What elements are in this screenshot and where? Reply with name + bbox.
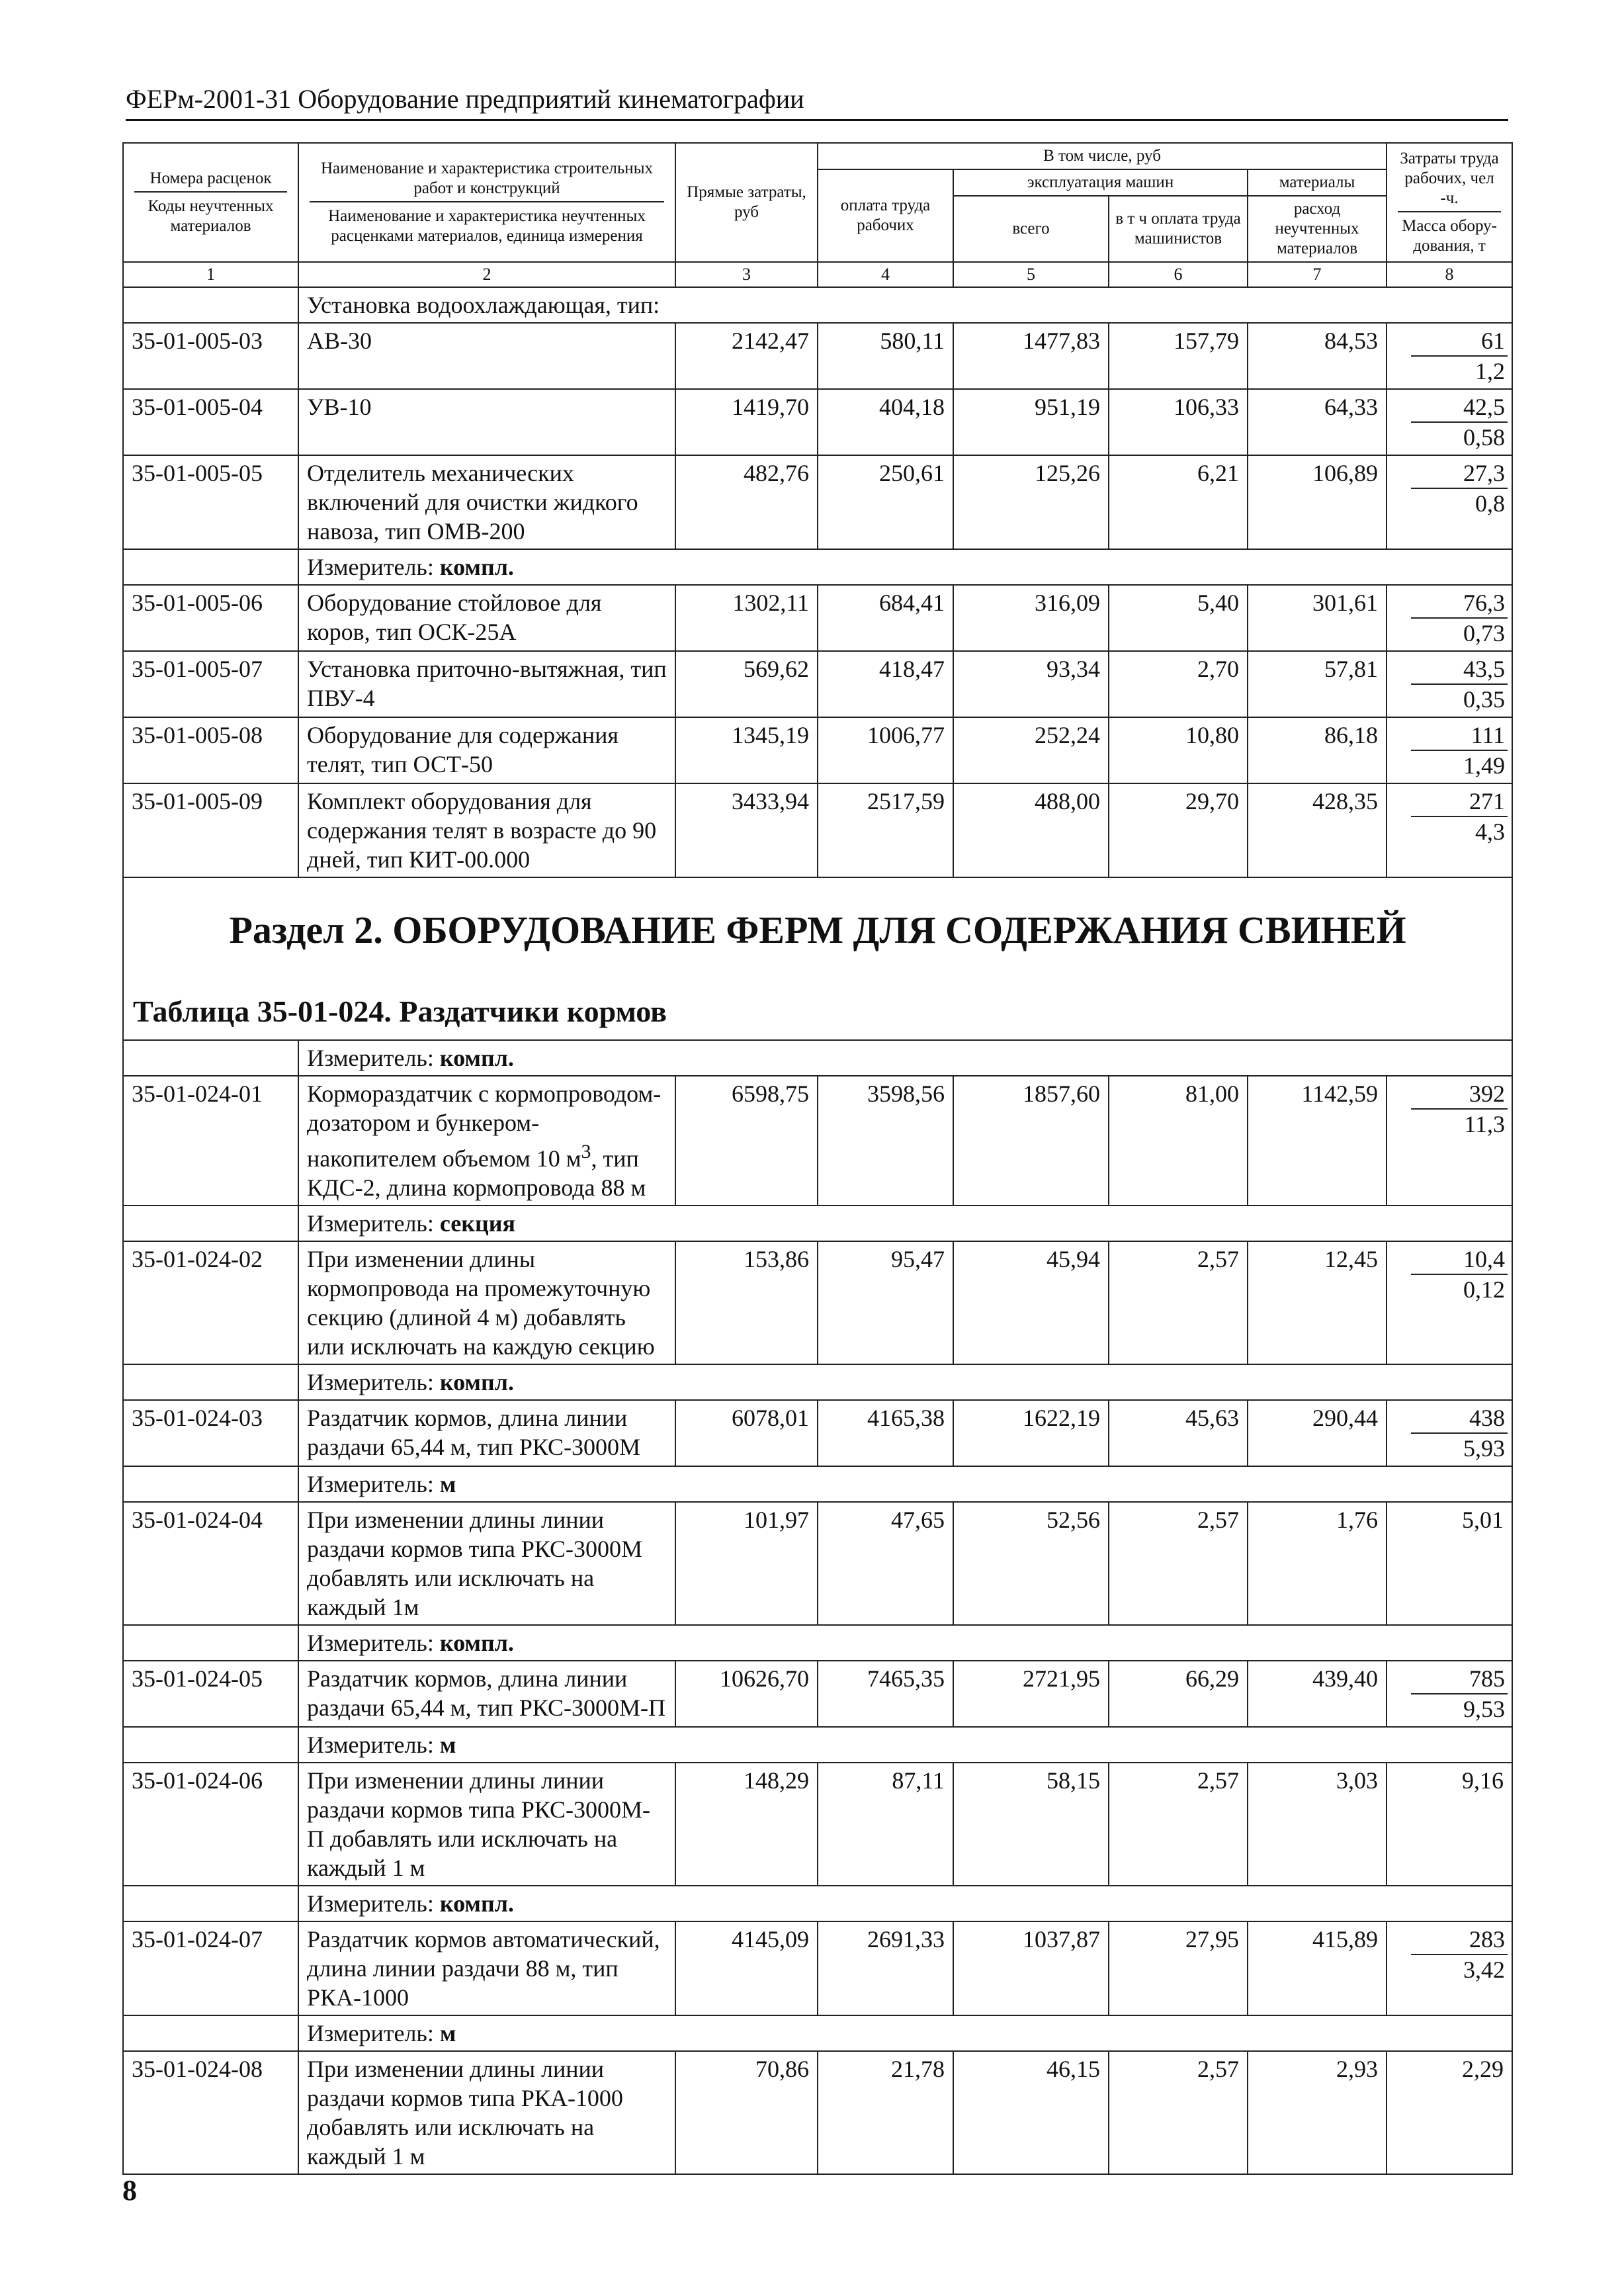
column-number: 6 (1109, 262, 1248, 287)
direct-costs: 153,86 (675, 1241, 818, 1364)
measure: Измеритель: м (298, 1466, 1512, 1502)
worker-wages: 95,47 (818, 1241, 953, 1364)
rate-name: При изменении длины кормопровода на промежуточную секцию (длиной 4 м) добавлять или исключать на каждую секцию (298, 1241, 675, 1364)
page-number: 8 (122, 2174, 137, 2207)
table-row (123, 389, 1512, 455)
measure: Измеритель: м (298, 2015, 1512, 2051)
measure-row (123, 1886, 1512, 1921)
equipment-mass: 9,53 (1463, 1696, 1506, 1722)
direct-costs: 6078,01 (675, 1400, 818, 1466)
direct-costs: 3433,94 (675, 783, 818, 877)
col-header-work-name: Наименование и характеристика строительных работ и конструкций (310, 159, 664, 202)
measure: Измеритель: компл. (298, 1040, 1512, 1076)
labor-mass-cell (1387, 783, 1512, 877)
machines-total: 93,34 (953, 651, 1109, 717)
labor-hours: 61 (1411, 326, 1508, 357)
col-header-worker-wages: оплата труда рабочих (818, 169, 953, 262)
worker-wages: 418,47 (818, 651, 953, 717)
machines-total: 488,00 (953, 783, 1109, 877)
materials-cost: 290,44 (1248, 1400, 1387, 1466)
direct-costs: 1345,19 (675, 717, 818, 783)
materials-cost: 86,18 (1248, 717, 1387, 783)
labor-mass-cell (1387, 651, 1512, 717)
machines-total: 46,15 (953, 2051, 1109, 2174)
rate-code: 35-01-005-09 (123, 783, 298, 877)
col-header-machines-total: всего (953, 196, 1109, 262)
direct-costs: 2142,47 (675, 323, 818, 389)
labor-hours: 43,5 (1411, 654, 1508, 685)
labor-hours: 785 (1411, 1664, 1508, 1694)
labor-hours: 392 (1411, 1079, 1508, 1110)
col-header-machine-operation: эксплуатация машин (953, 169, 1248, 196)
measure: Измеритель: секция (298, 1206, 1512, 1241)
rate-code: 35-01-005-08 (123, 717, 298, 783)
rate-name: При изменении длины линии раздачи кормов типа РКА-1000 добавлять или исключать на каждый 1 м (298, 2051, 675, 2174)
rate-code: 35-01-005-07 (123, 651, 298, 717)
worker-wages: 7465,35 (818, 1661, 953, 1727)
measure-row (123, 2015, 1512, 2051)
direct-costs: 148,29 (675, 1763, 818, 1886)
operator-wages: 45,63 (1109, 1400, 1248, 1466)
materials-cost: 301,61 (1248, 585, 1387, 651)
operator-wages: 27,95 (1109, 1921, 1248, 2015)
rate-name: Оборудование для содержания телят, тип ОСТ-50 (298, 717, 675, 783)
labor-mass-cell (1387, 585, 1512, 651)
column-number-row (123, 262, 1512, 287)
operator-wages: 2,70 (1109, 651, 1248, 717)
materials-cost: 64,33 (1248, 389, 1387, 455)
equipment-mass: 0,8 (1475, 490, 1506, 517)
col-header-including: В том числе, руб (818, 143, 1387, 169)
materials-cost: 84,53 (1248, 323, 1387, 389)
col-header-materials: материалы (1248, 169, 1387, 196)
rate-code: 35-01-005-04 (123, 389, 298, 455)
machines-total: 125,26 (953, 455, 1109, 549)
labor-hours: 27,3 (1411, 459, 1508, 489)
col-header-mass: Масса обору-дования, т (1402, 217, 1497, 255)
table-row (123, 1400, 1512, 1466)
measure: Измеритель: компл. (298, 549, 1512, 585)
worker-wages: 404,18 (818, 389, 953, 455)
col-header-labor-mass (1387, 143, 1512, 262)
materials-cost: 1142,59 (1248, 1076, 1387, 1206)
materials-cost: 428,35 (1248, 783, 1387, 877)
rate-code: 35-01-024-06 (123, 1763, 298, 1886)
machines-total: 252,24 (953, 717, 1109, 783)
rate-code: 35-01-005-05 (123, 455, 298, 549)
worker-wages: 87,11 (818, 1763, 953, 1886)
table-row (123, 783, 1512, 877)
operator-wages: 106,33 (1109, 389, 1248, 455)
direct-costs: 1302,11 (675, 585, 818, 651)
rate-code: 35-01-005-03 (123, 323, 298, 389)
labor-mass-cell (1387, 717, 1512, 783)
column-number: 4 (818, 262, 953, 287)
labor-mass-cell (1387, 1241, 1512, 1364)
worker-wages: 4165,38 (818, 1400, 953, 1466)
measure-row (123, 1206, 1512, 1241)
labor-hours: 10,4 (1411, 1245, 1508, 1275)
labor-mass-cell (1387, 455, 1512, 549)
machines-total: 58,15 (953, 1763, 1109, 1886)
worker-wages: 21,78 (818, 2051, 953, 2174)
worker-wages: 3598,56 (818, 1076, 953, 1206)
rate-name: Раздатчик кормов, длина линии раздачи 65,44 м, тип РКС-3000М-П (298, 1661, 675, 1727)
rate-name: УВ-10 (298, 389, 675, 455)
measure-row (123, 1727, 1512, 1763)
materials-cost: 106,89 (1248, 455, 1387, 549)
section-row (123, 877, 1512, 1040)
equipment-mass: 0,35 (1463, 686, 1506, 713)
column-number: 8 (1387, 262, 1512, 287)
rate-code: 35-01-024-05 (123, 1661, 298, 1727)
direct-costs: 482,76 (675, 455, 818, 549)
rate-name: Отделитель механических включений для очистки жидкого навоза, тип ОМВ-200 (298, 455, 675, 549)
direct-costs: 4145,09 (675, 1921, 818, 2015)
col-header-rate-numbers: Номера расценок (134, 169, 287, 193)
column-number: 7 (1248, 262, 1387, 287)
rate-code: 35-01-024-02 (123, 1241, 298, 1364)
materials-cost: 12,45 (1248, 1241, 1387, 1364)
column-number: 3 (675, 262, 818, 287)
worker-wages: 2517,59 (818, 783, 953, 877)
measure-row (123, 1040, 1512, 1076)
measure-row (123, 1625, 1512, 1661)
operator-wages: 2,57 (1109, 1241, 1248, 1364)
equipment-mass: 1,2 (1475, 358, 1506, 384)
measure-row (123, 549, 1512, 585)
worker-wages: 1006,77 (818, 717, 953, 783)
machines-total: 1857,60 (953, 1076, 1109, 1206)
equipment-mass: 5,93 (1463, 1435, 1506, 1462)
measure: Измеритель: компл. (298, 1364, 1512, 1400)
rate-code: 35-01-024-01 (123, 1076, 298, 1206)
labor-hours: 76,3 (1411, 588, 1508, 619)
column-number: 5 (953, 262, 1109, 287)
col-header-names (298, 143, 675, 262)
machines-total: 2721,95 (953, 1661, 1109, 1727)
equipment-mass: 11,3 (1464, 1111, 1506, 1137)
direct-costs: 1419,70 (675, 389, 818, 455)
page-header: ФЕРм-2001-31 Оборудование предприятий кинематографии (126, 85, 1508, 121)
table-row (123, 2051, 1512, 2174)
group-heading: Установка водоохлаждающая, тип: (298, 287, 1512, 323)
machines-total: 1037,87 (953, 1921, 1109, 2015)
operator-wages: 5,40 (1109, 585, 1248, 651)
direct-costs: 569,62 (675, 651, 818, 717)
labor-mass-cell (1387, 1661, 1512, 1727)
operator-wages: 157,79 (1109, 323, 1248, 389)
materials-cost: 57,81 (1248, 651, 1387, 717)
table-title: Таблица 35-01-024. Раздатчики кормов (133, 994, 667, 1028)
direct-costs: 70,86 (675, 2051, 818, 2174)
measure: Измеритель: м (298, 1727, 1512, 1763)
labor-hours: 271 (1411, 787, 1508, 817)
table-row (123, 1502, 1512, 1625)
equipment-mass: 0,58 (1463, 424, 1506, 451)
machines-total: 45,94 (953, 1241, 1109, 1364)
worker-wages: 47,65 (818, 1502, 953, 1625)
measure: Измеритель: компл. (298, 1886, 1512, 1921)
table-row (123, 1241, 1512, 1364)
col-header-material-consumption: расход неучтенных материалов (1248, 196, 1387, 262)
operator-wages: 29,70 (1109, 783, 1248, 877)
rate-name: Комплект оборудования для содержания телят в возрасте до 90 дней, тип КИТ-00.000 (298, 783, 675, 877)
equipment-mass: 4,3 (1475, 818, 1506, 845)
column-number: 2 (298, 262, 675, 287)
operator-wages: 10,80 (1109, 717, 1248, 783)
table-row (123, 1763, 1512, 1886)
rate-name: Установка приточно-вытяжная, тип ПВУ-4 (298, 651, 675, 717)
measure-row (123, 1466, 1512, 1502)
operator-wages: 81,00 (1109, 1076, 1248, 1206)
operator-wages: 2,57 (1109, 2051, 1248, 2174)
equipment-mass: 0,12 (1463, 1276, 1506, 1303)
rate-name: Кормораздатчик с кормопроводом-дозатором и бункером-накопителем объемом 10 $м^3$, тип КДС-2, длина кормопровода 88 м (298, 1076, 675, 1206)
labor-mass-cell (1387, 1076, 1512, 1206)
column-number: 1 (123, 262, 298, 287)
rate-name: При изменении длины линии раздачи кормов типа РКС-3000М-П добавлять или исключать на каждый 1 м (298, 1763, 675, 1886)
labor-hours: 2,29 (1387, 2051, 1512, 2174)
rate-name: Раздатчик кормов, длина линии раздачи 65,44 м, тип РКС-3000М (298, 1400, 675, 1466)
rate-code: 35-01-024-03 (123, 1400, 298, 1466)
labor-hours: 283 (1411, 1925, 1508, 1955)
worker-wages: 2691,33 (818, 1921, 953, 2015)
rate-code: 35-01-024-04 (123, 1502, 298, 1625)
worker-wages: 580,11 (818, 323, 953, 389)
labor-mass-cell (1387, 1400, 1512, 1466)
group-heading-row (123, 287, 1512, 323)
operator-wages: 66,29 (1109, 1661, 1248, 1727)
labor-hours: 438 (1411, 1403, 1508, 1434)
col-header-operator-wages: в т ч оплата труда машинистов (1109, 196, 1248, 262)
labor-hours: 111 (1411, 721, 1508, 751)
table-row (123, 717, 1512, 783)
machines-total: 1622,19 (953, 1400, 1109, 1466)
table-row (123, 1921, 1512, 2015)
machines-total: 1477,83 (953, 323, 1109, 389)
equipment-mass: 3,42 (1463, 1956, 1506, 1983)
labor-hours: 9,16 (1387, 1763, 1512, 1886)
rate-code: 35-01-005-06 (123, 585, 298, 651)
direct-costs: 101,97 (675, 1502, 818, 1625)
equipment-mass: 1,49 (1463, 752, 1506, 779)
labor-mass-cell (1387, 323, 1512, 389)
operator-wages: 2,57 (1109, 1502, 1248, 1625)
rate-code: 35-01-024-07 (123, 1921, 298, 2015)
col-header-direct-costs: Прямые затраты, руб (675, 143, 818, 262)
col-header-codes (123, 143, 298, 262)
direct-costs: 6598,75 (675, 1076, 818, 1206)
col-header-material-codes: Коды неучтенных материалов (148, 197, 274, 235)
table-row (123, 1661, 1512, 1727)
worker-wages: 250,61 (818, 455, 953, 549)
machines-total: 52,56 (953, 1502, 1109, 1625)
rate-name: При изменении длины линии раздачи кормов типа РКС-3000М добавлять или исключать на каждый 1м (298, 1502, 675, 1625)
materials-cost: 439,40 (1248, 1661, 1387, 1727)
materials-cost: 2,93 (1248, 2051, 1387, 2174)
section-title: Раздел 2. ОБОРУДОВАНИЕ ФЕРМ ДЛЯ СОДЕРЖАНИЯ СВИНЕЙ (229, 908, 1406, 951)
materials-cost: 3,03 (1248, 1763, 1387, 1886)
operator-wages: 2,57 (1109, 1763, 1248, 1886)
table-row (123, 585, 1512, 651)
labor-mass-cell (1387, 1921, 1512, 2015)
table-row (123, 1076, 1512, 1206)
equipment-mass: 0,73 (1463, 620, 1506, 646)
rate-name: АВ-30 (298, 323, 675, 389)
rates-table (122, 142, 1513, 2175)
col-header-labor: Затраты труда рабочих, чел -ч. (1398, 149, 1501, 212)
rate-name: Раздатчик кормов автоматический, длина линии раздачи 88 м, тип РКА-1000 (298, 1921, 675, 2015)
labor-mass-cell (1387, 389, 1512, 455)
materials-cost: 415,89 (1248, 1921, 1387, 2015)
rate-code: 35-01-024-08 (123, 2051, 298, 2174)
rate-name: Оборудование стойловое для коров, тип ОСК-25А (298, 585, 675, 651)
direct-costs: 10626,70 (675, 1661, 818, 1727)
table-row (123, 651, 1512, 717)
measure-row (123, 1364, 1512, 1400)
machines-total: 951,19 (953, 389, 1109, 455)
worker-wages: 684,41 (818, 585, 953, 651)
table-row (123, 323, 1512, 389)
table-row (123, 455, 1512, 549)
labor-hours: 42,5 (1411, 392, 1508, 423)
machines-total: 316,09 (953, 585, 1109, 651)
measure: Измеритель: компл. (298, 1625, 1512, 1661)
operator-wages: 6,21 (1109, 455, 1248, 549)
labor-hours: 5,01 (1387, 1502, 1512, 1625)
materials-cost: 1,76 (1248, 1502, 1387, 1625)
col-header-material-name: Наименование и характеристика неучтенных расценками материалов, единица измерения (328, 207, 646, 245)
